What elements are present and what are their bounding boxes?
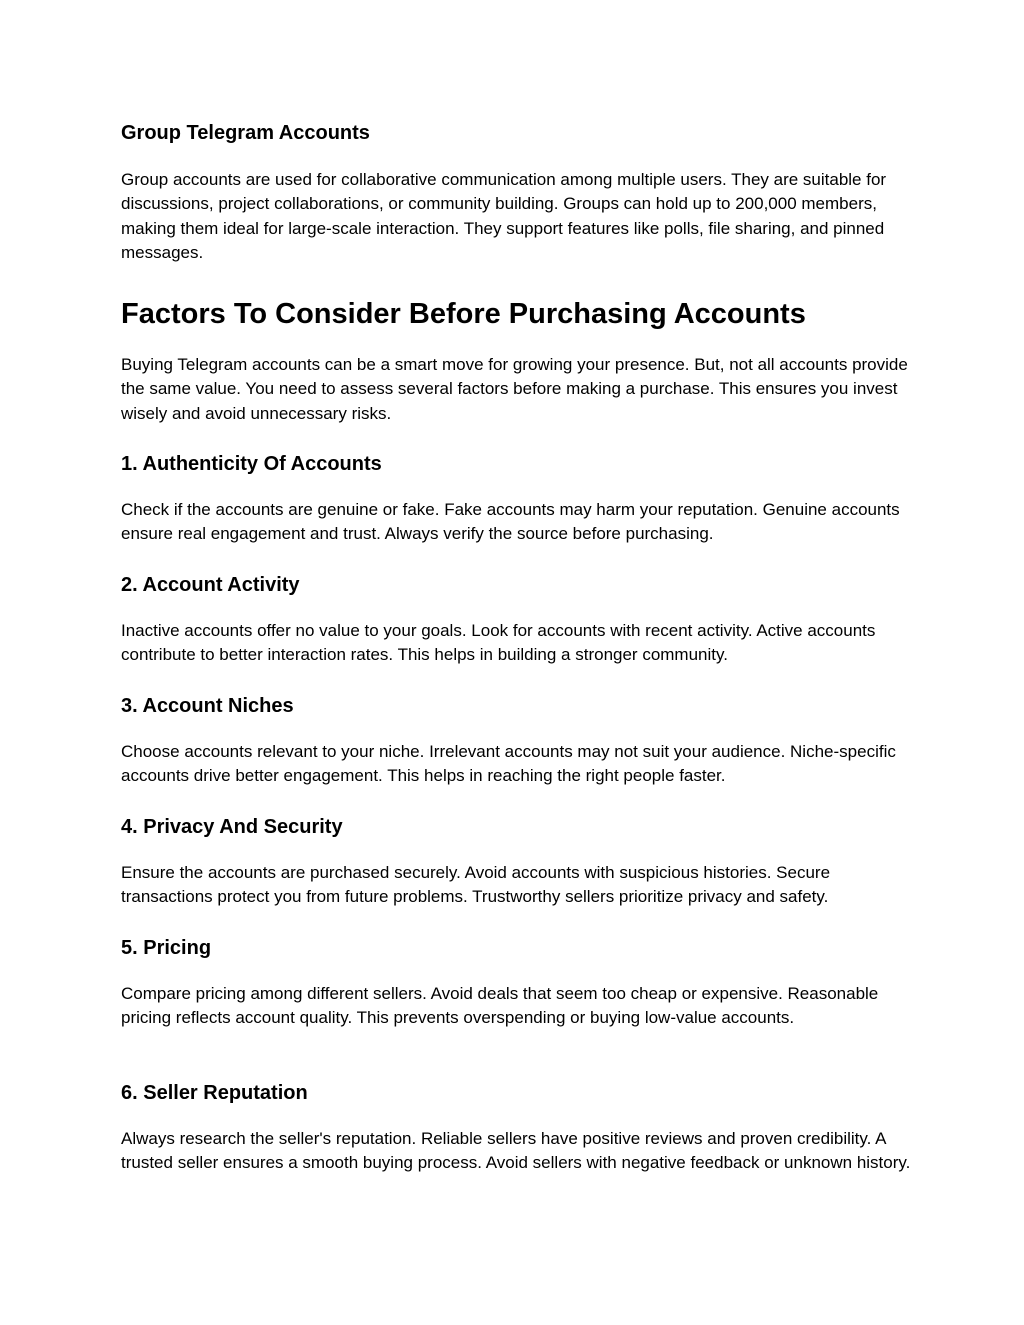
group-accounts-paragraph: Group accounts are used for collaborative communication among multiple users. They are suitable for discussions, project collaborations, or community building. Groups can hold up to 200,000 members, making them ideal for large-scale interaction. They support features like polls, file sharing, and pinned messages. bbox=[121, 170, 887, 262]
niches-heading: 3. Account Niches bbox=[121, 695, 294, 717]
activity-heading: 2. Account Activity bbox=[121, 574, 300, 596]
privacy-paragraph: Ensure the accounts are purchased securely. Avoid accounts with suspicious histories. Secure transactions protect you from future problems. Trustworthy sellers prioritize privacy and safety. bbox=[121, 863, 831, 907]
pricing-paragraph: Compare pricing among different sellers. Avoid deals that seem too cheap or expensive. Reasonable pricing reflects account quality. This prevents overspending or buying low-value accounts. bbox=[121, 984, 879, 1028]
privacy-heading: 4. Privacy And Security bbox=[121, 816, 343, 838]
seller-reputation-heading: 6. Seller Reputation bbox=[121, 1082, 308, 1104]
group-accounts-heading: Group Telegram Accounts bbox=[121, 122, 370, 144]
factors-heading: Factors To Consider Before Purchasing Accounts bbox=[121, 298, 806, 330]
factors-intro-paragraph: Buying Telegram accounts can be a smart move for growing your presence. But, not all accounts provide the same value. You need to assess several factors before making a purchase. This ensures you invest wisely and avoid unnecessary risks. bbox=[121, 355, 908, 423]
authenticity-paragraph: Check if the accounts are genuine or fake. Fake accounts may harm your reputation. Genuine accounts ensure real engagement and trust. Always verify the source before purchasing. bbox=[121, 500, 900, 544]
niches-paragraph: Choose accounts relevant to your niche. Irrelevant accounts may not suit your audience. Niche-specific accounts drive better engagement. This helps in reaching the right people faster. bbox=[121, 742, 896, 786]
seller-reputation-paragraph: Always research the seller's reputation. Reliable sellers have positive reviews and proven credibility. A trusted seller ensures a smooth buying process. Avoid sellers with negative feedback or unknown history. bbox=[121, 1129, 911, 1173]
activity-paragraph: Inactive accounts offer no value to your goals. Look for accounts with recent activity. Active accounts contribute to better interaction rates. This helps in building a stronger community. bbox=[121, 621, 876, 665]
authenticity-heading: 1. Authenticity Of Accounts bbox=[121, 453, 382, 475]
pricing-heading: 5. Pricing bbox=[121, 937, 212, 959]
